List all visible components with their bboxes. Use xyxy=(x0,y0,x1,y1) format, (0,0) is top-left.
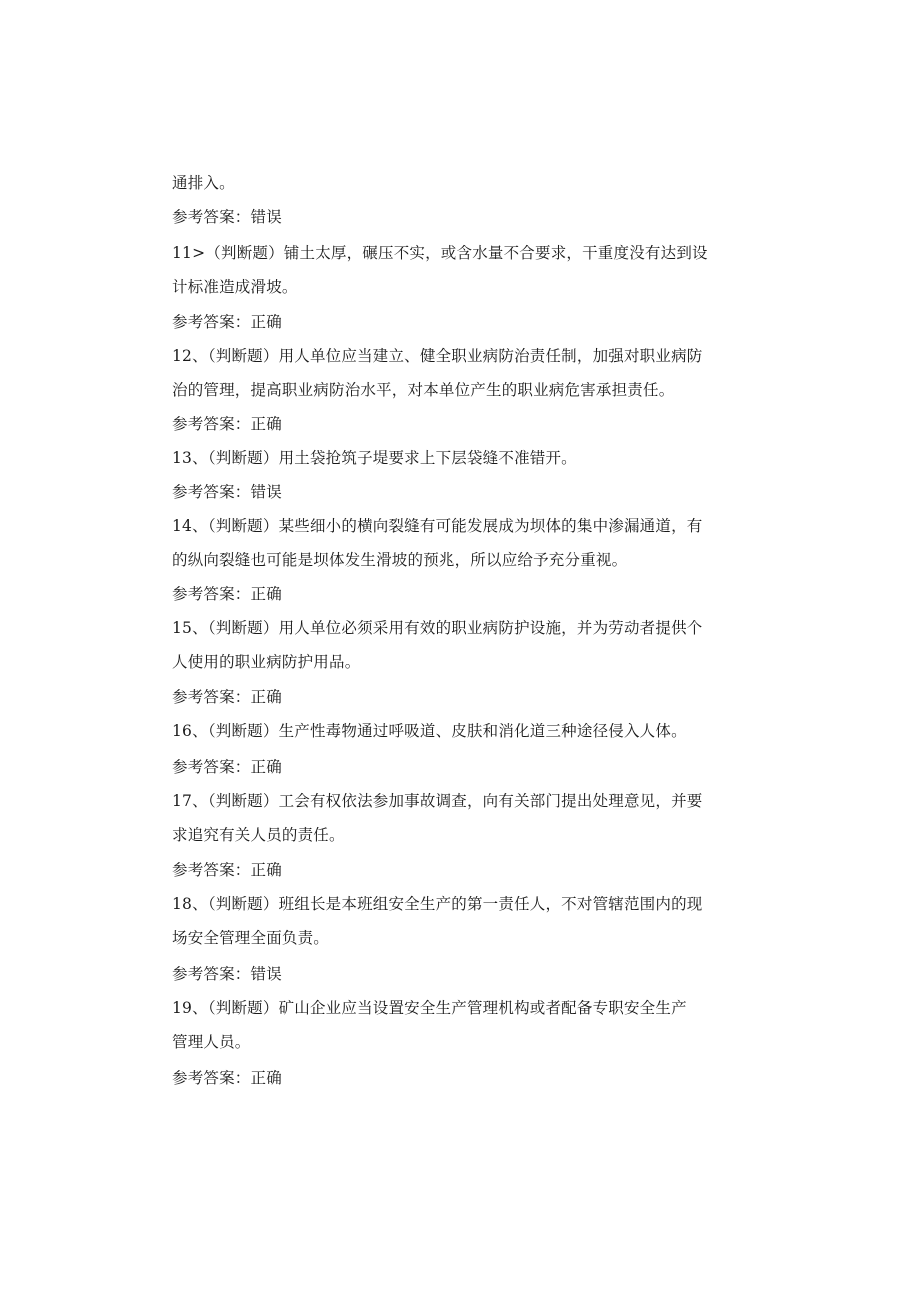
question-text-line: 场安全管理全面负责。 xyxy=(172,929,330,947)
answer-line: 参考答案：正确 xyxy=(172,1069,282,1087)
answer-line: 参考答案：正确 xyxy=(172,688,282,706)
question-text-line: 管理人员。 xyxy=(172,1033,251,1051)
question-text-line: 14、（判断题）某些细小的横向裂缝有可能发展成为坝体的集中渗漏通道，有 xyxy=(172,517,703,535)
question-text-line: 11>（判断题）铺土太厚，碾压不实，或含水量不合要求，干重度没有达到设 xyxy=(172,244,708,262)
answer-line: 参考答案：错误 xyxy=(172,965,282,983)
question-text-line: 18、（判断题）班组长是本班组安全生产的第一责任人，不对管辖范围内的现 xyxy=(172,895,703,913)
answer-line: 参考答案：正确 xyxy=(172,585,282,603)
question-text-line: 求追究有关人员的责任。 xyxy=(172,826,345,844)
answer-line: 参考答案：正确 xyxy=(172,758,282,776)
question-text-line: 通排入。 xyxy=(172,174,235,192)
question-text-line: 17、（判断题）工会有权依法参加事故调查，向有关部门提出处理意见，并要 xyxy=(172,792,703,810)
question-text-line: 计标准造成滑坡。 xyxy=(172,278,298,296)
answer-line: 参考答案：正确 xyxy=(172,861,282,879)
question-text-line: 13、（判断题）用土袋抢筑子堤要求上下层袋缝不准错开。 xyxy=(172,449,577,467)
answer-line: 参考答案：错误 xyxy=(172,208,282,226)
question-text-line: 的纵向裂缝也可能是坝体发生滑坡的预兆，所以应给予充分重视。 xyxy=(172,551,628,569)
question-text-line: 16、（判断题）生产性毒物通过呼吸道、皮肤和消化道三种途径侵入人体。 xyxy=(172,722,687,740)
answer-line: 参考答案：正确 xyxy=(172,313,282,331)
question-text-line: 治的管理，提高职业病防治水平，对本单位产生的职业病危害承担责任。 xyxy=(172,381,675,399)
answer-line: 参考答案：错误 xyxy=(172,483,282,501)
question-text-line: 12、（判断题）用人单位应当建立、健全职业病防治责任制，加强对职业病防 xyxy=(172,347,703,365)
question-text-line: 15、（判断题）用人单位必须采用有效的职业病防护设施，并为劳动者提供个 xyxy=(172,619,703,637)
question-text-line: 19、（判断题）矿山企业应当设置安全生产管理机构或者配备专职安全生产 xyxy=(172,999,687,1017)
question-text-line: 人使用的职业病防护用品。 xyxy=(172,653,361,671)
answer-line: 参考答案：正确 xyxy=(172,415,282,433)
